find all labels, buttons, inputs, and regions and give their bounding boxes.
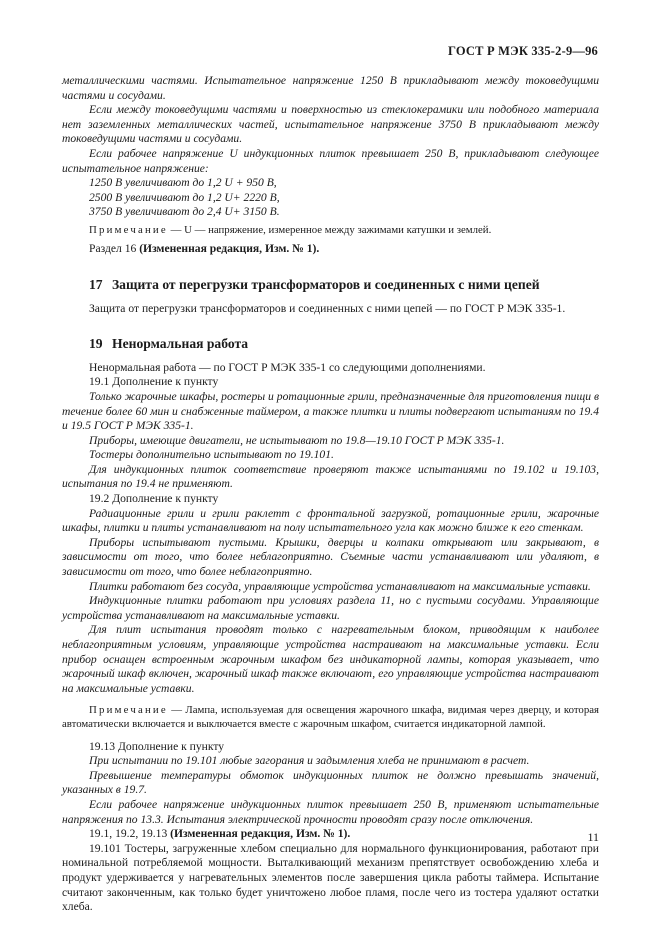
note bbox=[62, 704, 599, 731]
voltage-list bbox=[62, 176, 599, 220]
note-label: Примечание bbox=[89, 704, 168, 717]
paragraph: металлическими частями. Испытательное напряжение 1250 В прикладывают между токоведущими частями и сосудами. bbox=[62, 74, 599, 102]
paragraph: Защита от перегрузки трансформаторов и соединенных с ними цепей — по ГОСТ Р МЭК 335-1. bbox=[89, 302, 566, 316]
paragraph: Приборы испытывают пустыми. Крышки, дверцы и колпаки открывают или закрывают, в зависимости от того, что более неблагоприятно. Съемные части устанавливают или удаляют, в зависимости от того, что более неблагоприятно. bbox=[62, 535, 599, 579]
voltage-list-item: 2500 В увеличивают до 1,2 U+ 2220 В, bbox=[89, 190, 280, 204]
amendment-line bbox=[62, 827, 599, 842]
amendment-bold: (Измененная редакция, Изм. № 1). bbox=[139, 241, 320, 255]
amendment-bold: (Измененная редакция, Изм. № 1). bbox=[170, 827, 351, 841]
amendment-prefix: 19.1, 19.2, 19.13 bbox=[89, 827, 171, 841]
amendment-prefix: Раздел 16 bbox=[89, 241, 140, 255]
paragraph: Для индукционных плиток соответствие проверяют также испытаниями по 19.102 и 19.103, испытания по 19.4 не применяют. bbox=[62, 462, 599, 491]
section-17-heading bbox=[62, 276, 599, 294]
paragraph: 19.101 Тостеры, загруженные хлебом специально для нормального функционирования, работают при номинальной потребляемой мощности. Выталкивающий механизм препятствует освобождению хлеба и продукт удерживается у нагревательных элементов после завершения цикла работы таймера. Испытание считают законченным, как только будет уничтожено любое пламя, после чего из тостера удаляют остатки хлеба. bbox=[62, 841, 599, 914]
subclause-heading: 19.1 Дополнение к пункту bbox=[89, 375, 219, 389]
section-title: Защита от перегрузки трансформаторов и соединенных с ними цепей bbox=[112, 277, 540, 293]
voltage-list-item: 3750 В увеличивают до 2,4 U+ 3150 В. bbox=[89, 205, 280, 219]
section-19-heading bbox=[62, 335, 599, 353]
subclause-heading: 19.2 Дополнение к пункту bbox=[89, 492, 219, 506]
paragraph: Ненормальная работа — по ГОСТ Р МЭК 335-1 со следующими дополнениями. bbox=[89, 360, 486, 374]
paragraph: Если рабочее напряжение U индукционных плиток превышает 250 В, прикладывают следующее испытательное напряжение: bbox=[62, 146, 599, 175]
section-number: 19 bbox=[89, 335, 103, 351]
paragraph: При испытании по 19.101 любые загорания и задымления хлеба не принимают в расчет. bbox=[89, 754, 530, 768]
page-number: 11 bbox=[587, 830, 599, 844]
section-number: 17 bbox=[89, 277, 103, 293]
paragraph: Превышение температуры обмоток индукционных плиток не должно превышать значений, указанных в 19.7. bbox=[62, 768, 599, 797]
paragraph: Тостеры дополнительно испытывают по 19.101. bbox=[89, 448, 334, 462]
section-title: Ненормальная работа bbox=[112, 335, 249, 351]
paragraph: Для плит испытания проводят только с нагревательным блоком, приводящим к наиболее неблагоприятным условиям, управляющие устройства настраивают на максимальные уставки. Если прибор оснащен встроенным жарочным шкафом без индикаторной лампы, которая указывает, что жарочный шкаф включен, жарочный шкаф также включают, его управляющие устройства настраивают на максимальные уставки. bbox=[62, 623, 599, 695]
paragraph: Только жарочные шкафы, ростеры и ротационные грили, предназначенные для приготовления пищи в течение более 60 мин и снабженные таймером, а также плитки и плиты подвергают испытаниям по 19.4 и 19.5 ГОСТ Р МЭК 335-1. bbox=[62, 389, 599, 433]
paragraph: Приборы, имеющие двигатели, не испытывают по 19.8—19.10 ГОСТ Р МЭК 335-1. bbox=[89, 433, 505, 447]
paragraph: Плитки работают без сосуда, управляющие устройства устанавливают на максимальные уставки. bbox=[89, 579, 591, 593]
page-content bbox=[62, 74, 599, 915]
voltage-list-item: 1250 В увеличивают до 1,2 U + 950 В, bbox=[89, 176, 277, 190]
paragraph: Если между токоведущими частями и поверхностью из стеклокерамики или подобного материала нет заземленных металлических частей, испытательное напряжение 3750 В прикладывают между токоведущими частями и сосудами. bbox=[62, 103, 599, 146]
subclause-heading: 19.13 Дополнение к пункту bbox=[89, 739, 225, 753]
note-text: — Лампа, используемая для освещения жарочного шкафа, видимая через дверцу, и которая автоматически включается и выключается вместе с жарочным шкафом, считается индикаторной лампой. bbox=[62, 704, 599, 730]
paragraph: Радиационные грили и грили раклетт с фронтальной загрузкой, ротационные грили, жарочные шкафы, плитки и плиты устанавливают на полу испытательного угла как можно ближе к его стенкам. bbox=[62, 506, 599, 535]
paragraph: Индукционные плитки работают при условиях раздела 11, но с пустыми сосудами. Управляющие устройства устанавливают на максимальные уставки. bbox=[62, 594, 599, 622]
paragraph: Если рабочее напряжение индукционных плиток превышает 250 В, применяют испытательные напряжения по 13.3. Испытания электрической прочности проводят сразу после отключения. bbox=[62, 797, 599, 826]
note bbox=[62, 224, 599, 238]
page-header-title: ГОСТ Р МЭК 335-2-9—96 bbox=[447, 44, 598, 58]
amendment-line bbox=[62, 242, 599, 257]
note-text: — U — напряжение, измеренное между зажимами катушки и землей. bbox=[167, 223, 492, 236]
note-label: Примечание bbox=[89, 223, 168, 236]
